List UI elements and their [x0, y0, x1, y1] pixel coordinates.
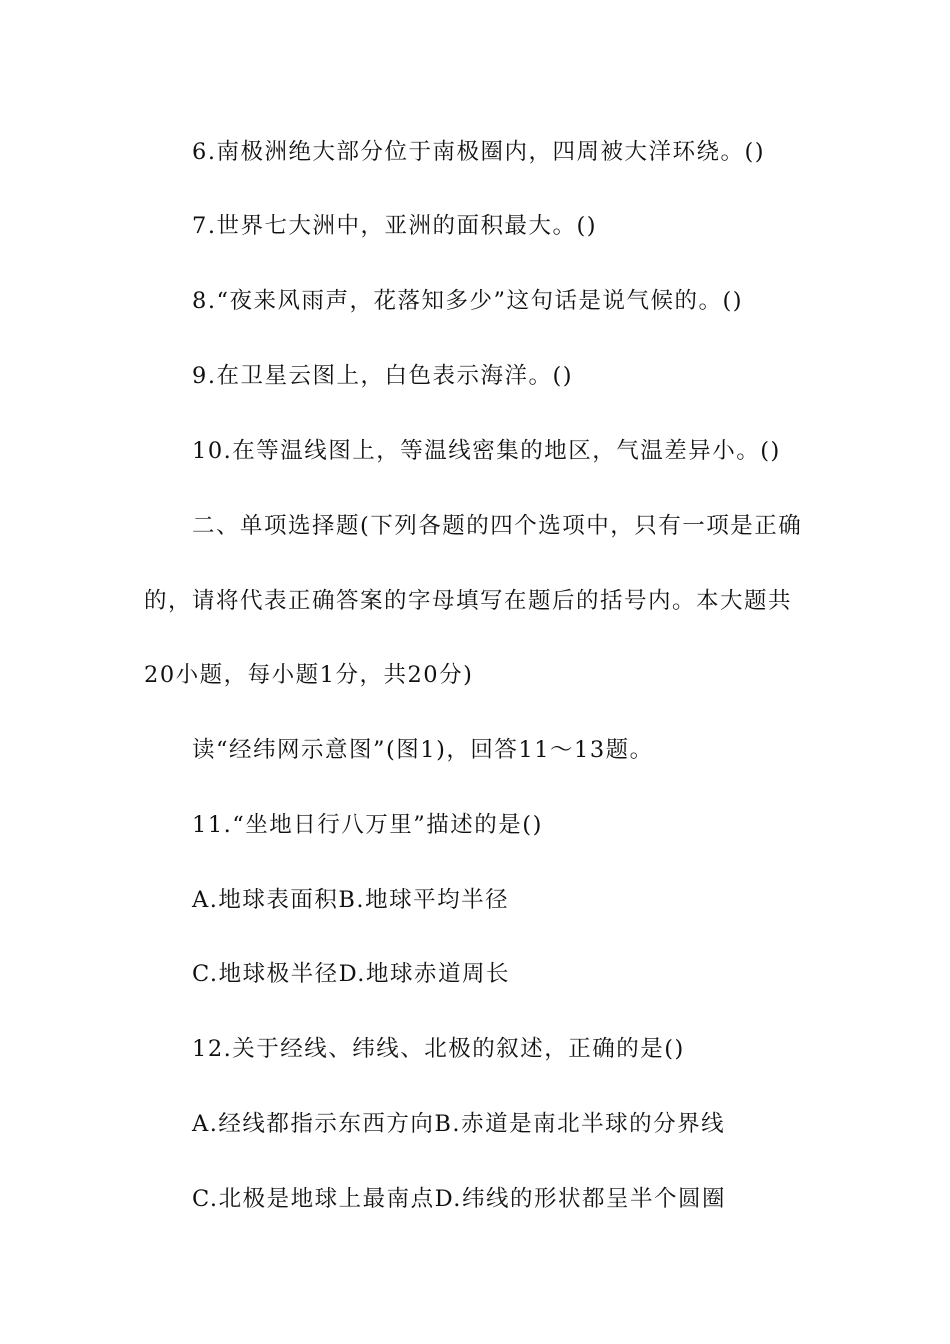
question-12-options-cd: C.北极是地球上最南点D.纬线的形状都呈半个圆圈 — [192, 1186, 726, 1212]
question-12: 12.关于经线、纬线、北极的叙述，正确的是() — [192, 1036, 685, 1062]
question-10: 10.在等温线图上，等温线密集的地区，气温差异小。() — [192, 438, 781, 464]
section-instructions-line-3: 20小题，每小题1分，共20分) — [144, 662, 474, 688]
question-12-options-ab: A.经线都指示东西方向B.赤道是南北半球的分界线 — [192, 1111, 726, 1137]
question-8: 8.“夜来风雨声，花落知多少”这句话是说气候的。() — [192, 288, 744, 314]
question-11-options-ab: A.地球表面积B.地球平均半径 — [192, 887, 510, 913]
section-instructions-line-2: 的，请将代表正确答案的字母填写在题后的括号内。本大题共 — [144, 588, 793, 614]
question-11-options-cd: C.地球极半径D.地球赤道周长 — [192, 961, 510, 987]
figure-reading-prompt: 读“经纬网示意图”(图1)，回答11～13题。 — [192, 737, 654, 763]
question-7: 7.世界七大洲中，亚洲的面积最大。() — [192, 213, 598, 239]
question-6: 6.南极洲绝大部分位于南极圈内，四周被大洋环绕。() — [192, 139, 766, 165]
question-9: 9.在卫星云图上，白色表示海洋。() — [192, 363, 574, 389]
question-11: 11.“坐地日行八万里”描述的是() — [192, 812, 543, 838]
section-heading: 二、单项选择题(下列各题的四个选项中，只有一项是正确 — [192, 513, 803, 539]
